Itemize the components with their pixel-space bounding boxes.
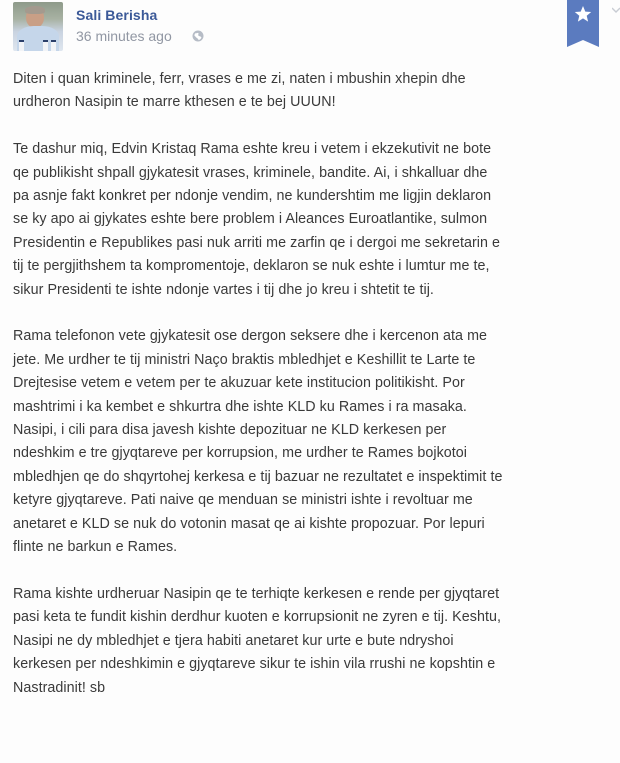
post-text-line: Drejtesise vetem e vetem per te akuzuar kete institucion politikisht. Por: [13, 375, 465, 392]
post-text-line: tij te pergjithshem ta kompromentoje, deklaron se nuk eshte i lumtur me te,: [13, 258, 490, 275]
post-text-line: mbledhjen qe do shqyrtohej kerkesa e tij bazuar ne rezultatet e inspektimit te: [13, 468, 503, 485]
post-text-line: Diten i quan kriminele, ferr, vrases e me zi, naten i mbushin xhepin dhe: [13, 71, 466, 87]
post-text-line: qe publikisht shpall gjykatesit vrases, kriminele, bandite. Ai, i shkalluar dhe: [13, 164, 488, 181]
post-text-line: jete. Me urdher te tij ministri Naço braktis mbledhjet e Keshillit te Larte te: [13, 351, 476, 368]
chevron-down-icon[interactable]: [612, 6, 620, 14]
avatar-bottle: [19, 40, 24, 51]
avatar-bottle: [43, 40, 48, 51]
post-paragraph: [13, 138, 613, 302]
post-text-line: Rama kishte urdheruar Nasipin qe te terhiqte kerkesen e rende per gjyqtaret: [13, 585, 500, 602]
avatar-bottle: [51, 40, 56, 51]
post-text-line: Rama telefonon vete gjykatesit ose dergon seksere dhe i kercenon ata me: [13, 328, 488, 345]
post-paragraph: [13, 583, 613, 700]
post-text-line: Nasipi ne dy mbledhjet e tjera habiti anetaret kur urte e bute ndryshoi: [13, 632, 454, 649]
post-text-line: pasi keta te fundit kishin derdhur kuoten e korrupsionit ne zyren e tij. Keshtu,: [13, 609, 501, 626]
post-text-line: Presidentin e Republikes pasi nuk arriti me zarfin qe i dergoi me sekretarin e: [13, 234, 501, 251]
post-timestamp-link[interactable]: 36 minutes ago: [76, 28, 172, 44]
post-paragraph: [13, 325, 613, 559]
star-bookmark-icon[interactable]: [567, 0, 599, 47]
post-text-line: se ky apo ai gjykates eshte bere problem i Aleances Euroatlantike, sulmon: [13, 211, 488, 228]
author-avatar[interactable]: [13, 2, 63, 51]
post-text-line: kerkesen per ndeshkimin e gjyqtareve sikur te ishin vila rrushi ne kopshtin e: [13, 656, 496, 673]
post-text-line: ndeshkim e tre gjyqtareve per korrupsion, me urdher te Rames bojkotoi: [13, 445, 468, 462]
post-text-line: ketyre gjyqtareve. Pati naive qe menduan se ministri ishte i revoltuar me: [13, 492, 473, 509]
post-text-line: pa asnje fakt konkret per ndonje vendim, ne kundershtim me ligjin deklaron: [13, 188, 492, 205]
post-paragraph: [13, 68, 613, 115]
globe-icon[interactable]: [192, 30, 204, 42]
post-text-line: Nasipi, i cili para disa javesh kishte depozituar ne KLD kerkesen per: [13, 422, 447, 439]
post-text-line: anetaret e KLD se nuk do votonin masat qe ai kishte propozuar. Por lepuri: [13, 515, 485, 532]
post-text-line: sikur Presidenti te ishte ndonje vartes i tij dhe jo kreu i shtetit te tij.: [13, 281, 434, 298]
post-text-line: flinte ne barkun e Rames.: [13, 539, 178, 556]
post-text-line: mashtrimi i ka kembet e shkurtra dhe ishte KLD ku Rames i ra masaka.: [13, 398, 467, 415]
post-text-line: Te dashur miq, Edvin Kristaq Rama eshte kreu i vetem i ekzekutivit ne bote: [13, 141, 492, 158]
author-name-link[interactable]: Sali Berisha: [76, 7, 158, 23]
avatar-hair: [25, 6, 45, 14]
post-text-line: Nastradinit! sb: [13, 679, 106, 696]
post-body: [13, 68, 613, 723]
post-text-line: urdheron Nasipin te marre kthesen e te bej UUUN!: [13, 94, 336, 111]
